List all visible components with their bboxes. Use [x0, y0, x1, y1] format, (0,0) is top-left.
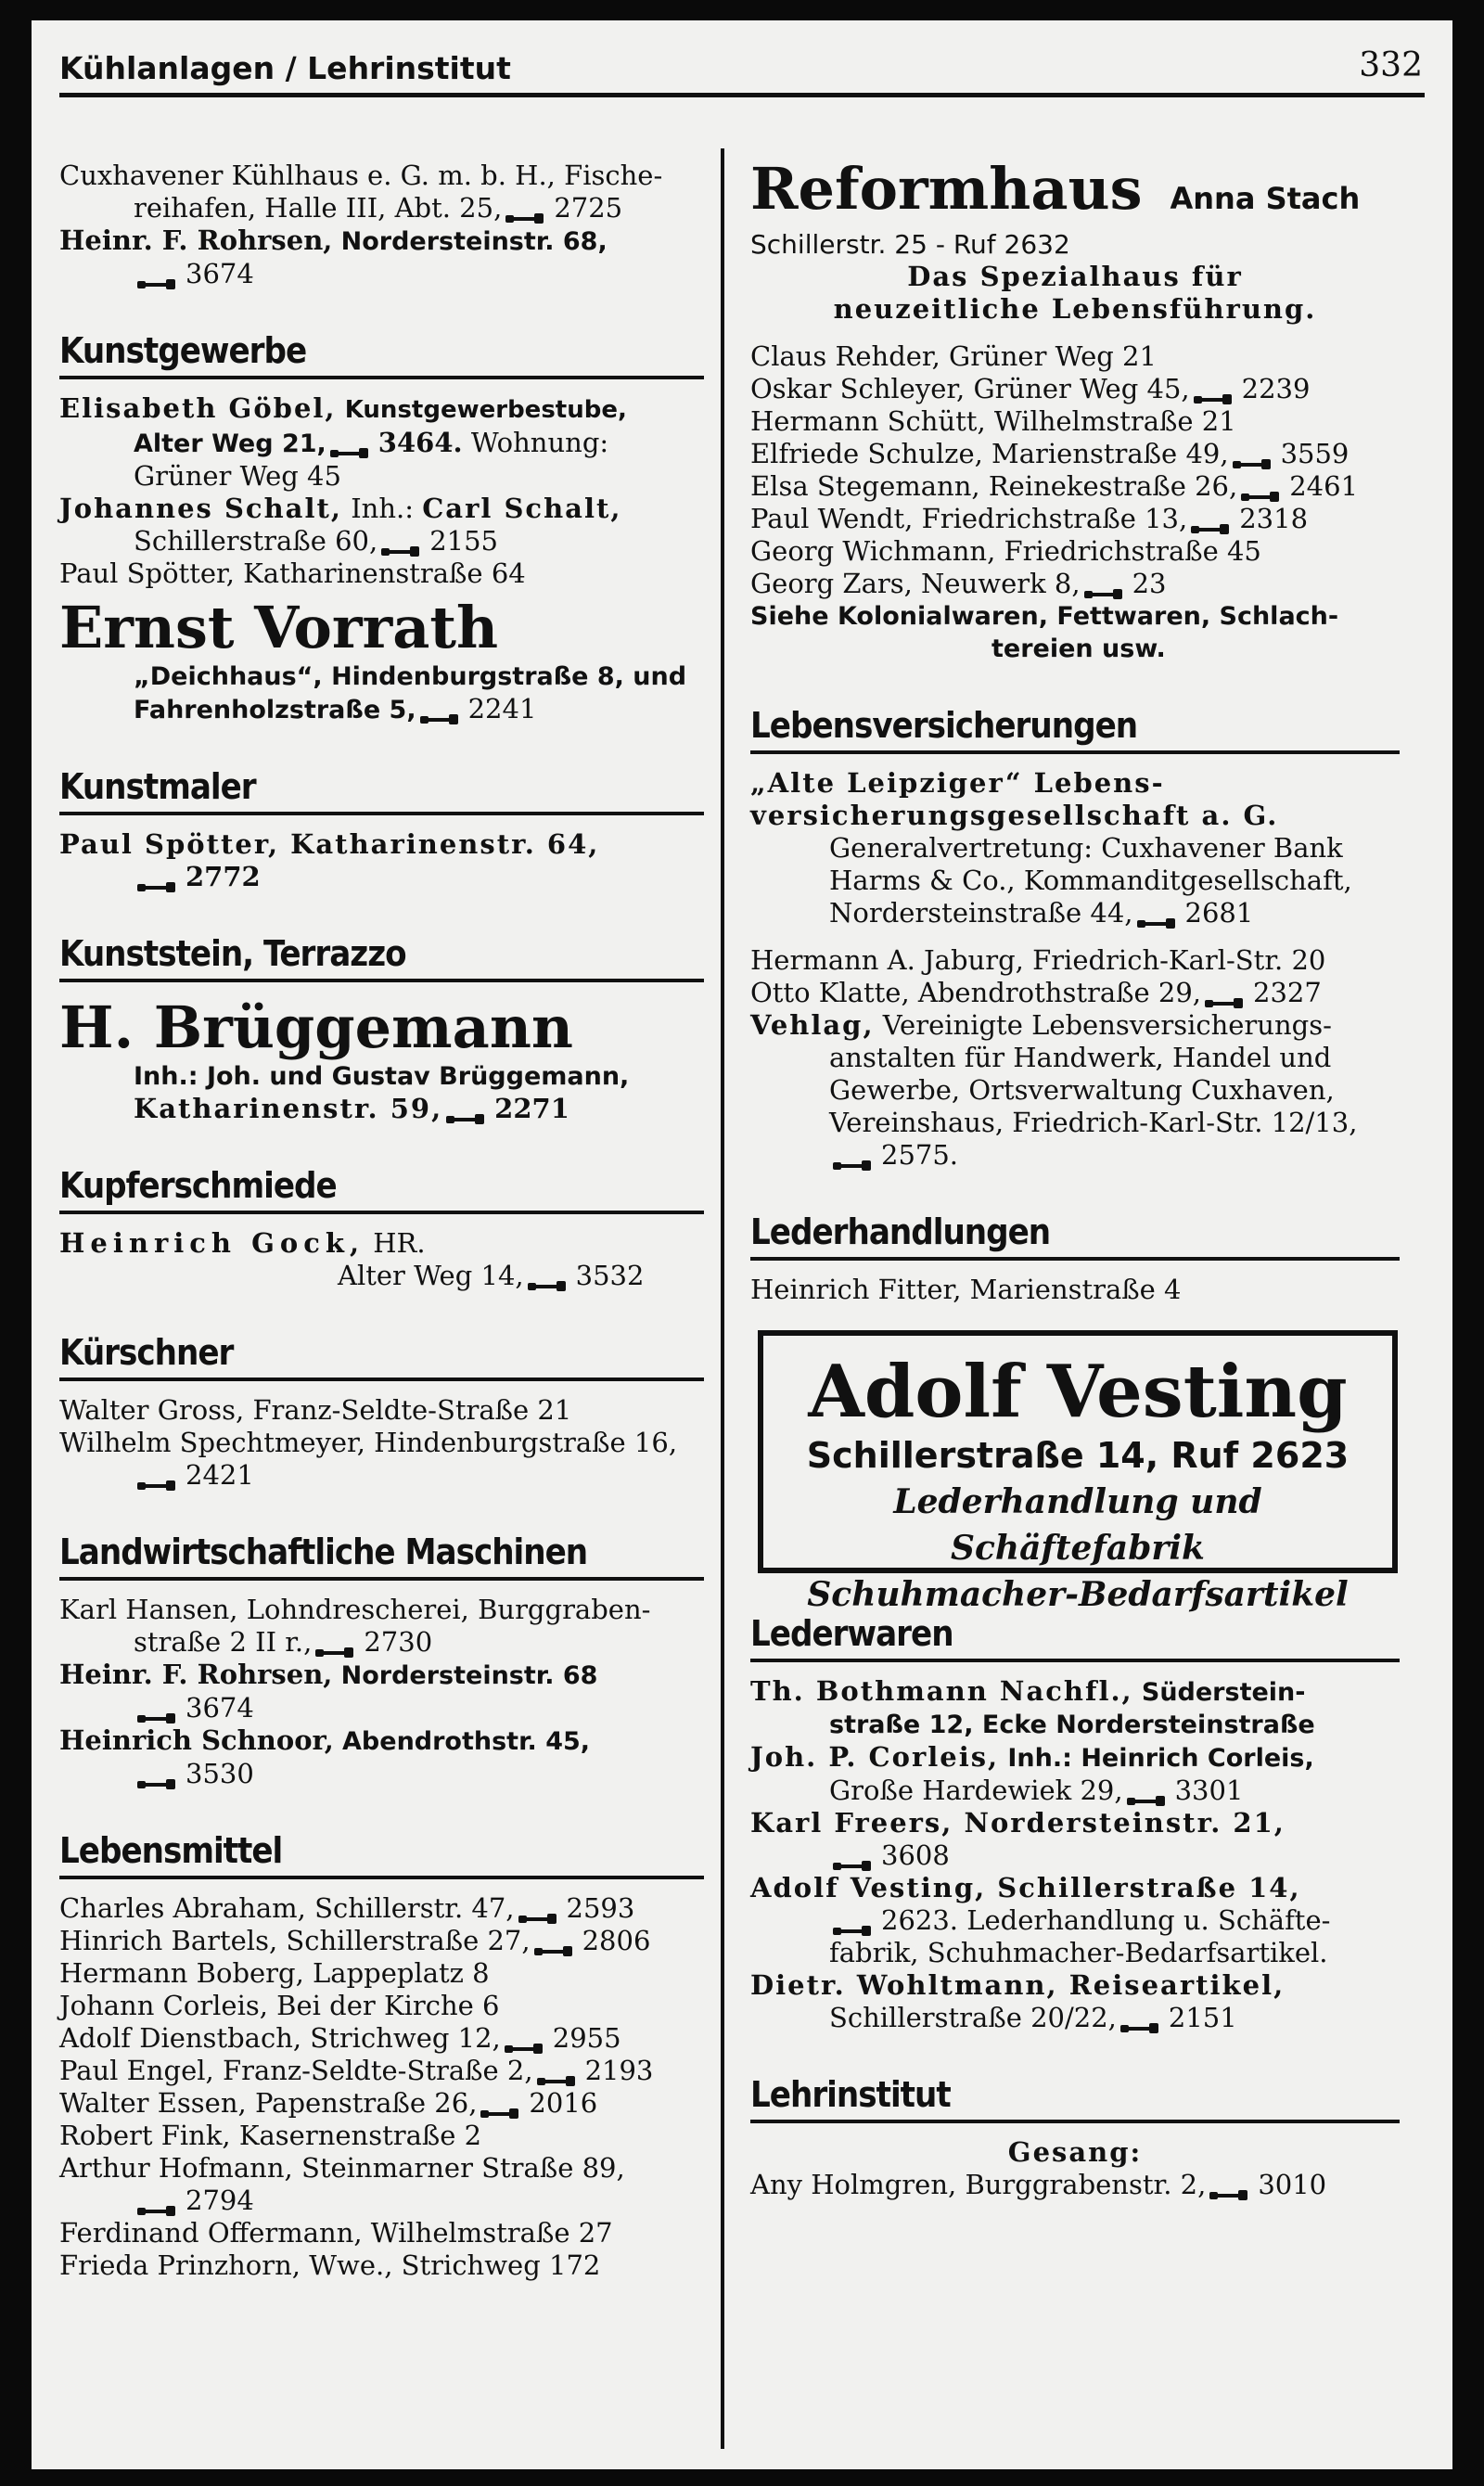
list-item: [750, 340, 1400, 373]
display-name: Reformhaus: [750, 155, 1143, 223]
telephone-icon: [446, 1101, 485, 1116]
phone-number: 2461: [1289, 470, 1359, 502]
firm-name: Karl Freers, Nordersteinstr. 21,: [750, 1807, 1286, 1839]
entry-line: Heinrich Fitter, Marienstraße 4: [750, 1274, 1182, 1305]
telephone-icon: [505, 200, 544, 215]
ad-title: Adolf Vesting: [808, 1350, 1348, 1434]
entry-line: reihafen, Halle III, Abt. 25,: [134, 192, 503, 224]
entry-line: Ferdinand Offermann, Wilhelmstraße 27: [59, 2217, 613, 2249]
firm-name: Heinr. F. Rohrsen,: [59, 224, 333, 256]
telephone-icon: [137, 869, 176, 884]
firm-name: Th. Bothmann Nachfl.,: [750, 1675, 1133, 1707]
section-heading: Kupferschmiede: [59, 1162, 704, 1214]
address: Nordersteinstraße 44,: [829, 897, 1133, 929]
entry-line: Wilhelm Spechtmeyer, Hindenburgstraße 16,: [59, 1427, 678, 1458]
subheading: Gesang:: [1007, 2136, 1143, 2168]
phone-number: 2193: [584, 2055, 654, 2086]
entry-line: Vereinshaus, Friedrich-Karl-Str. 12/13,: [829, 1107, 1358, 1138]
phone-number: 3464.: [377, 427, 463, 458]
firm-name: Dietr. Wohltmann, Reiseartikel,: [750, 1969, 1286, 2001]
address: Süderstein-: [1141, 1678, 1306, 1707]
entry-line: Paul Spötter, Katharinenstraße 64: [59, 557, 526, 589]
list-item: [59, 2055, 704, 2087]
firm-name: Johannes Schalt,: [59, 493, 342, 524]
entry-line: Claus Rehder, Grüner Weg 21: [750, 340, 1157, 372]
list-item: [59, 2152, 704, 2185]
list-item: [750, 535, 1400, 568]
telephone-icon: [420, 701, 459, 716]
phone-number: 2772: [186, 861, 261, 892]
phone-number: 2575.: [881, 1139, 959, 1171]
entry-line: Vereinigte Lebensversicherungs-: [882, 1009, 1332, 1041]
reformhaus-list: [750, 340, 1400, 600]
address: Fahrenholzstraße 5,: [134, 696, 416, 724]
firm-name: Adolf Vesting, Schillerstraße 14,: [750, 1872, 1301, 1903]
phone-number: 2955: [552, 2022, 621, 2054]
entry-line: Johann Corleis, Bei der Kirche 6: [59, 1990, 500, 2021]
address: straße 12, Ecke Nordersteinstraße: [829, 1711, 1315, 1739]
phone-number: 2016: [529, 2087, 598, 2119]
phone-number: 23: [1132, 568, 1167, 599]
entry-line: Adolf Dienstbach, Strichweg 12,: [59, 2022, 501, 2054]
telephone-icon: [833, 1913, 872, 1928]
entry-line: Lederhandlung u. Schäfte-: [966, 1904, 1331, 1936]
telephone-icon: [381, 533, 420, 548]
entry-line: Robert Fink, Kasernenstraße 2: [59, 2120, 482, 2151]
entry-line: Karl Hansen, Lohndrescherei, Burggraben-: [59, 1594, 651, 1625]
grocer-list: [59, 1892, 704, 2185]
ad-line: Lederhandlung und Schäftefabrik: [893, 1482, 1262, 1568]
telephone-icon: [315, 1634, 354, 1649]
telephone-icon: [137, 2193, 176, 2208]
phone-number: 3532: [575, 1260, 645, 1291]
entry-line: Grüner Weg 45: [134, 460, 341, 492]
entry-line: Oskar Schleyer, Grüner Weg 45,: [750, 373, 1190, 404]
phone-number: 2421: [186, 1459, 254, 1491]
entry-line: Frieda Prinzhorn, Wwe., Strichweg 172: [59, 2249, 601, 2281]
address: straße 2 II r.,: [134, 1626, 313, 1658]
telephone-icon: [137, 1766, 176, 1781]
left-column: [59, 160, 704, 2282]
address: Nordersteinstr. 68,: [340, 227, 608, 256]
telephone-icon: [1194, 381, 1233, 396]
entry-line: Kunstgewerbestube,: [344, 396, 627, 424]
entry-line: „Deichhaus“, Hindenburgstraße 8, und: [134, 662, 687, 691]
entry-line: Walter Gross, Franz-Seldte-Straße 21: [59, 1394, 572, 1426]
telephone-icon: [137, 266, 176, 281]
entry-line: Any Holmgren, Burggrabenstr. 2,: [750, 2169, 1207, 2200]
firm-name: Heinr. F. Rohrsen,: [59, 1659, 333, 1690]
display-name: Ernst Vorrath: [59, 594, 499, 661]
telephone-icon: [528, 1268, 567, 1283]
entry-line: Elsa Stegemann, Reinekestraße 26,: [750, 470, 1238, 502]
telephone-icon: [1205, 985, 1244, 1000]
phone-number: 2155: [429, 525, 499, 557]
section-heading: Lederhandlungen: [750, 1209, 1400, 1261]
entry-line: Generalvertretung: Cuxhavener Bank: [829, 832, 1343, 864]
telephone-icon: [534, 1933, 573, 1948]
section-heading: Landwirtschaftliche Maschinen: [59, 1529, 704, 1581]
cross-reference: Siehe Kolonialwaren, Fettwaren, Schlach-: [750, 602, 1339, 631]
section-heading: Kürschner: [59, 1329, 704, 1381]
telephone-icon: [1084, 576, 1123, 591]
entry-line: Charles Abraham, Schillerstr. 47,: [59, 1892, 515, 1924]
phone-number: 2725: [554, 192, 623, 224]
entry-line: fabrik, Schuhmacher-Bedarfsartikel.: [829, 1937, 1328, 1968]
phone-number: 3608: [881, 1839, 950, 1871]
entry-line: Georg Zars, Neuwerk 8,: [750, 568, 1081, 599]
ad-address: Schillerstraße 14, Ruf 2623: [806, 1435, 1350, 1476]
entry-line: HR.: [373, 1227, 426, 1259]
header-rule: [59, 93, 1425, 97]
telephone-icon: [1191, 511, 1230, 526]
section-heading: Kunstmaler: [59, 763, 704, 815]
entry-line: Georg Wichmann, Friedrichstraße 45: [750, 535, 1261, 567]
telephone-icon: [518, 1901, 557, 1916]
entry-line: Paul Engel, Franz-Seldte-Straße 2,: [59, 2055, 533, 2086]
section-heading: Kunststein, Terrazzo: [59, 930, 704, 982]
address: Schillerstraße 20/22,: [829, 2002, 1117, 2033]
phone-number: 3674: [186, 1692, 254, 1724]
phone-number: 2271: [494, 1093, 569, 1124]
telephone-icon: [1209, 2177, 1248, 2192]
phone-number: 2327: [1253, 977, 1322, 1008]
firm-name: Elisabeth Göbel,: [59, 392, 337, 424]
right-column: [750, 155, 1400, 2201]
address: Große Hardewiek 29,: [829, 1775, 1123, 1806]
entry-line: Arthur Hofmann, Steinmarner Straße 89,: [59, 2152, 625, 2184]
section-heading: Lebensmittel: [59, 1827, 704, 1879]
phone-number: 2241: [467, 693, 537, 724]
telephone-icon: [1120, 2010, 1159, 2025]
list-item: [750, 438, 1400, 470]
phone-number: 2318: [1239, 503, 1309, 534]
phone-number: 3010: [1258, 2169, 1327, 2200]
phone-number: 2794: [186, 2185, 254, 2216]
list-item: [750, 470, 1400, 503]
telephone-icon: [137, 1700, 176, 1715]
telephone-icon: [330, 435, 369, 450]
entry-line: Hermann A. Jaburg, Friedrich-Karl-Str. 20: [750, 944, 1326, 976]
list-item: [750, 405, 1400, 438]
directory-page: [32, 20, 1452, 2469]
firm-name: „Alte Leipziger“ Lebens-: [750, 767, 1165, 799]
page-header: [59, 41, 1423, 93]
phone-number: 2623.: [881, 1904, 959, 1936]
phone-number: 3530: [186, 1758, 254, 1789]
page-number: 332: [1359, 46, 1423, 84]
firm-name: Vehlag,: [750, 1009, 875, 1041]
phone-number: 2730: [364, 1626, 433, 1658]
list-item: [59, 2022, 704, 2055]
advertisement-box: [758, 1330, 1398, 1614]
owner-name: Inh.: Heinrich Corleis,: [1007, 1744, 1314, 1773]
telephone-icon: [1127, 1783, 1166, 1798]
telephone-icon: [505, 2031, 544, 2045]
entry-line: Walter Essen, Papenstraße 26,: [59, 2087, 478, 2119]
list-item: [750, 568, 1400, 600]
phone-number: 3559: [1280, 438, 1350, 469]
entry-line: Wohnung:: [470, 427, 609, 458]
list-item: [59, 2120, 704, 2152]
telephone-icon: [1233, 446, 1272, 461]
firm-name: Joh. P. Corleis,: [750, 1741, 1000, 1773]
entry-line: Paul Spötter, Katharinenstr. 64,: [59, 828, 600, 860]
section-heading: Lebensversicherungen: [750, 702, 1400, 754]
phone-number: 2151: [1168, 2002, 1237, 2033]
address: Alter Weg 14,: [338, 1260, 524, 1291]
section-heading: Lederwaren: [750, 1610, 1400, 1662]
running-title: Kühlanlagen / Lehrinstitut: [59, 50, 511, 86]
list-item: [750, 503, 1400, 535]
phone-number: 3674: [186, 258, 254, 289]
address: Katharinenstr. 59,: [134, 1093, 443, 1124]
phone-number: 2806: [582, 1925, 651, 1956]
list-item: [59, 1990, 704, 2022]
phone-number: 2239: [1241, 373, 1311, 404]
telephone-icon: [480, 2095, 519, 2110]
address: Schillerstr. 25 - Ruf 2632: [750, 229, 1070, 260]
slogan: neuzeitliche Lebensführung.: [833, 293, 1317, 325]
owner-name: Carl Schalt,: [422, 493, 622, 524]
entry-line: Otto Klatte, Abendrothstraße 29,: [750, 977, 1202, 1008]
firm-name: Heinrich Gock,: [59, 1227, 365, 1259]
cross-reference: tereien usw.: [991, 634, 1166, 663]
slogan: Das Spezialhaus für: [907, 261, 1243, 292]
address: Abendrothstr. 45,: [342, 1727, 591, 1756]
telephone-icon: [537, 2063, 576, 2078]
entry-line: Inh.: Joh. und Gustav Brüggemann,: [134, 1062, 630, 1091]
entry-line: Paul Wendt, Friedrichstraße 13,: [750, 503, 1188, 534]
address: Nordersteinstr. 68: [340, 1661, 598, 1690]
owner-name: Anna Stach: [1170, 181, 1361, 216]
entry-line: Hinrich Bartels, Schillerstraße 27,: [59, 1925, 531, 1956]
entry-line: Gewerbe, Ortsverwaltung Cuxhaven,: [829, 1074, 1335, 1106]
spacer: [750, 326, 1400, 340]
list-item: [59, 1957, 704, 1990]
firm-name: versicherungsgesellschaft a. G.: [750, 800, 1279, 831]
spacer: [750, 929, 1400, 944]
display-name: H. Brüggemann: [59, 993, 573, 1061]
entry-line: Hermann Schütt, Wilhelmstraße 21: [750, 405, 1236, 437]
firm-name: Heinrich Schnoor,: [59, 1724, 334, 1756]
list-item: [750, 373, 1400, 405]
phone-number: 2593: [566, 1892, 635, 1924]
address: Alter Weg 21,: [134, 429, 326, 458]
list-item: [59, 2087, 704, 2120]
entry-line: Inh.:: [351, 493, 414, 524]
entry-line: Harms & Co., Kommanditgesellschaft,: [829, 865, 1352, 896]
ad-line: Schuhmacher-Bedarfsartikel: [807, 1575, 1349, 1614]
entry-line: Hermann Boberg, Lappeplatz 8: [59, 1957, 490, 1989]
entry-line: anstalten für Handwerk, Handel und: [829, 1042, 1332, 1073]
telephone-icon: [833, 1147, 872, 1162]
telephone-icon: [833, 1848, 872, 1863]
section-heading: Lehrinstitut: [750, 2071, 1400, 2123]
telephone-icon: [137, 1467, 176, 1482]
entry-line: Elfriede Schulze, Marienstraße 49,: [750, 438, 1229, 469]
phone-number: 2681: [1184, 897, 1254, 929]
list-item: [59, 1892, 704, 1925]
telephone-icon: [1137, 905, 1176, 920]
column-divider: [721, 148, 724, 2449]
address: Schillerstraße 60,: [134, 525, 378, 557]
section-heading: Kunstgewerbe: [59, 327, 704, 379]
phone-number: 3301: [1174, 1775, 1244, 1806]
entry-line: Cuxhavener Kühlhaus e. G. m. b. H., Fische-: [59, 160, 663, 191]
telephone-icon: [1241, 479, 1280, 493]
list-item: [59, 1925, 704, 1957]
